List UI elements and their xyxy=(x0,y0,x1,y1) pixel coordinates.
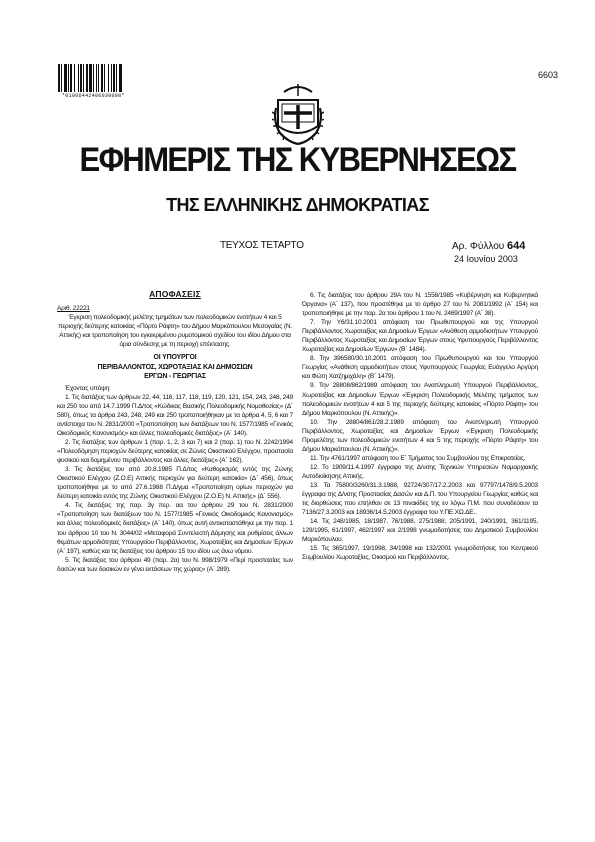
ministers-line: ΠΕΡΙΒΑΛΛΟΝΤΟΣ, ΧΩΡΟΤΑΞΙΑΣ ΚΑΙ ΔΗΜΟΣΙΩΝ xyxy=(97,363,253,371)
barcode-bar xyxy=(68,64,69,92)
paragraph: 10. Την 28804/861/28.2.1989 απόφαση του Αναπληρωτή Υπουργού Περιβάλλοντος, Χωροταξίας και Δημοσίων Έργων «Έγκριση Πολεοδομικής Προμελέτης των πολεοδομικών ενοτήτων 4 και 5 της περιοχής «Πόρτο Ράφτη» του Δήμου Μαρκόπουλου (Ν. Αττικής)». xyxy=(302,418,538,453)
barcode-bar xyxy=(74,64,75,92)
paragraph: 15. Τις 365/1997, 19/1998, 34/1998 και 132/2001 γνωμοδοτήσεις του Κεντρικού Συμβουλίου Χωροταξίας, Οικισμού και Περιβάλλοντος. xyxy=(302,545,538,562)
barcode-bar xyxy=(61,64,62,92)
barcode-bar xyxy=(78,64,79,92)
section-heading: ΑΠΟΦΑΣΕΙΣ xyxy=(149,289,201,299)
sheet-label: Αρ. Φύλλου xyxy=(452,241,505,252)
ministers-line: ΟΙ ΥΠΟΥΡΓΟΙ xyxy=(153,354,197,362)
gazette-subtitle: ΤΗΣ ΕΛΛΗΝΙΚΗΣ ΔΗΜΟΚΡΑΤΙΑΣ xyxy=(166,195,429,215)
decision-number: Αριθ. 22221 xyxy=(57,305,90,313)
decision-summary: Έγκριση πολεοδομικής μελέτης τμημάτων των πολεοδομικών ενοτήτων 4 και 5 περιοχής δεύτερης κατοικίας «Πόρτο Ράφτη» του Δήμου Μαρκόπουλου Μεσογαίας (Ν. Αττικής) και τροποποίηση του εγκεκριμένου ρυμοτομικού σχεδίου του ιδίου Δήμου στα όρια σύνδεσης με τη περιοχή επέκτασης. xyxy=(58,314,292,349)
sheet-number: 644 xyxy=(507,240,526,252)
paragraph: 13. Τα 75800/3260/31.3.1988, 92724/307/17.2.2003 και 97797/1478/9.5.2003 έγγραφα της Δ/νσης Προστασίας Δασών και Δ.Π. του Υπουργείου Γεωργίας καθώς και τις διορθώσεις που επήλθαν σε 13 πινακίδες της εν λόγω Π.Μ. που συνοδεύουν τα 7136/27.3.2003 και 18936/14.5.2003 έγγραφα του Υ.ΠΕ.ΧΩ.ΔΕ.. xyxy=(302,481,538,517)
issue-date: 24 Ιουνίου 2003 xyxy=(454,254,518,264)
barcode-bar xyxy=(104,64,105,92)
barcode-bar xyxy=(113,64,115,92)
paragraph: 9. Την 28808/862/1989 απόφαση του Αναπληρωτή Υπουργού Περιβάλλοντος, Χωροταξίας και Δημοσίων Έργων «Έγκριση Πολεοδομικής Μελέτης τμήματος των πολεοδομικών ενοτήτων 4 και 5 της περιοχής δεύτερης κατοικίας «Πόρτο Ράφτη» του Δήμου Μαρκόπουλου (Ν. Αττικής)». xyxy=(302,382,538,417)
ministers-line: ΕΡΓΩΝ - ΓΕΩΡΓΙΑΣ xyxy=(144,373,206,381)
greek-coat-of-arms-icon xyxy=(272,78,324,146)
paragraph: 3. Τις διατάξεις του από 20.8.1985 Π.Δ/τος «Καθορισμός εντός της Ζώνης Οικιστικού Ελέγχου (Ζ.Ο.Ε) Αττικής περιοχών για δεύτερη κατοικία» (Δ΄ 456), όπως τροποποιήθηκε με το από 27.6.1988 Π.Δ/γμα «Τροποποίηση ορίων περιοχών για δεύτερη κατοικία εντός της Ζώνης Οικιστικού Ελέγχου (Ζ.Ο.Ε) Ν. Αττικής» (Δ΄ 556). xyxy=(57,466,293,501)
barcode-bar xyxy=(58,64,60,92)
paragraph: 7. Την Υ6/31.10.2001 απόφαση του Πρωθυπουργού και της Υπουργού Περιβάλλοντος Χωροταξίας και Δημοσίων Έργων «Ανάθεση αρμοδιοτήτων Υπουργού Περιβάλλοντος Χωροταξίας και Δημοσίων Έργων στους Υφυπουργούς Περιβάλλοντος Χωροταξίας και Δημοσίων Έργων» (Β΄ 1484). xyxy=(302,319,538,354)
barcode-bar xyxy=(80,64,82,92)
barcode-bar xyxy=(70,64,72,92)
considering-line: Έχοντας υπόψη: xyxy=(65,384,111,392)
gazette-title: ΕΦΗΜΕΡΙΣ ΤΗΣ ΚΥΒΕΡΝΗΣΕΩΣ xyxy=(79,139,516,180)
sheet-number-line xyxy=(452,240,525,252)
barcode-number: *01006442406030008* xyxy=(62,93,125,99)
paragraph: 1. Τις διατάξεις των άρθρων 22, 44, 116, 117, 118, 119, 120, 121, 154, 243, 248, 249 και 250 του από 14.7.1999 Π.Δ/τος «Κώδικας Βασικής Πολεοδομικής Νομοθεσίας» (Δ΄ 580), όπως τα άρθρα 243, 248, 249 και 250 τροποποιήθηκαν με τα άρθρα 4, 5, 6 και 7 αντίστοιχα του Ν. 2831/2000 «Τροποποίηση των διατάξεων του Ν. 1577/1985 «Γενικός Οικοδομικός Κανονισμός» και άλλες πολεοδομικές διατάξεις» (Α΄ 140). xyxy=(57,393,293,438)
barcode-bar xyxy=(119,64,122,92)
paragraph: 6. Τις διατάξεις του άρθρου 29Α του Ν. 1558/1985 «Κυβέρνηση και Κυβερνητικά Όργανα» (Α΄ 137), που προστέθηκε με το άρθρο 27 του Ν. 2081/1992 (Α΄ 154) και τροποποιήθηκε με την παρ. 2α του άρθρου 1 του Ν. 2469/1997 (Α΄ 38). xyxy=(302,292,538,318)
page-number: 6603 xyxy=(538,70,559,80)
barcode-bar xyxy=(89,64,92,92)
paragraph: 5. Τις διατάξεις του άρθρου 49 (παρ. 2α) του Ν. 998/1979 «Περί προστασίας των δασών και των δασικών εν γένει εκτάσεων της χώρας» (Α΄ 289). xyxy=(57,556,293,573)
barcode-bar xyxy=(98,64,99,92)
paragraph: 4. Τις διατάξεις της παρ. 3γ περ. αα του άρθρου 29 του Ν. 2831/2000 «Τροποποίηση των διατάξεων του Ν. 1577/1985 «Γενικός Οικοδομικός Κανονισμός» και άλλες πολεοδομικές διατάξεις» (Α΄ 140), όπως αυτή αντικαταστάθηκε με την παρ. 1 του άρθρου 10 του Ν. 3044/02 «Μεταφορά Συντελεστή Δόμησης και ρυθμίσεις άλλων θεμάτων αρμοδιότητας Υπουργείου Περιβάλλοντος, Χωροταξίας και Δημοσίων Έργων (Α΄ 197), καθώς και τις διατάξεις του άρθρου 15 του ιδίου ως άνω νόμου. xyxy=(57,502,293,555)
decision-number-line xyxy=(57,304,293,313)
paragraph: 14. Τις 248/1985, 18/1987, 76/1988, 275/1988, 205/1991, 240/1991, 361/1195, 129/1995, 61/1997, 462/1997 και 2/1998 γνωμοδοτήσεις του Δημοτικού Συμβουλίου Μαρκόπουλου. xyxy=(302,518,538,544)
right-column xyxy=(302,291,538,562)
issue-label: ΤΕΥΧΟΣ ΤΕΤΑΡΤΟ xyxy=(220,240,304,251)
barcode-bar xyxy=(96,64,97,92)
paragraph: 12. Το 1909/11.4.1997 έγγραφο της Δ/νσης Τεχνικών Υπηρεσιών Νομαρχιακής Αυτοδιοίκησης Αττικής. xyxy=(302,463,538,480)
paragraph: 11. Την 4761/1997 απόφαση του Ε΄ Τμήματος του Συμβουλίου της Επικρατείας. xyxy=(310,454,526,462)
barcode-bar xyxy=(108,64,109,92)
paragraph: 8. Την 396580/30.10.2001 απόφαση του Πρωθυπουργού και του Υπουργού Γεωργίας «Ανάθεση αρμοδιοτήτων στους Υφυπουργούς Γεωργίας Ευάγγελο Αργύρη και Φώτη Χατζημιχάλη» (Β΄ 1479). xyxy=(302,355,538,381)
barcode-bar xyxy=(86,64,88,92)
barcode-bar xyxy=(101,64,103,92)
barcode-bar xyxy=(93,64,94,92)
ministers-heading xyxy=(57,353,293,382)
barcode-bar xyxy=(116,64,117,92)
left-column xyxy=(57,290,293,574)
barcode-bar xyxy=(83,64,84,92)
barcode xyxy=(58,64,154,92)
barcode-bar xyxy=(64,64,67,92)
paragraph: 2. Τις διατάξεις των άρθρων 1 (παρ. 1, 2, 3 και 7) και 2 (παρ. 1) του Ν. 2242/1994 «Πολεοδόμηση περιοχών δεύτερης κατοικίας σε Ζώνες Οικιστικού Ελέγχου, προστασία φυσικού και δομημένου περιβάλλοντος και άλλες διατάξεις» (Α΄ 162). xyxy=(57,439,293,465)
barcode-bar xyxy=(111,64,112,92)
